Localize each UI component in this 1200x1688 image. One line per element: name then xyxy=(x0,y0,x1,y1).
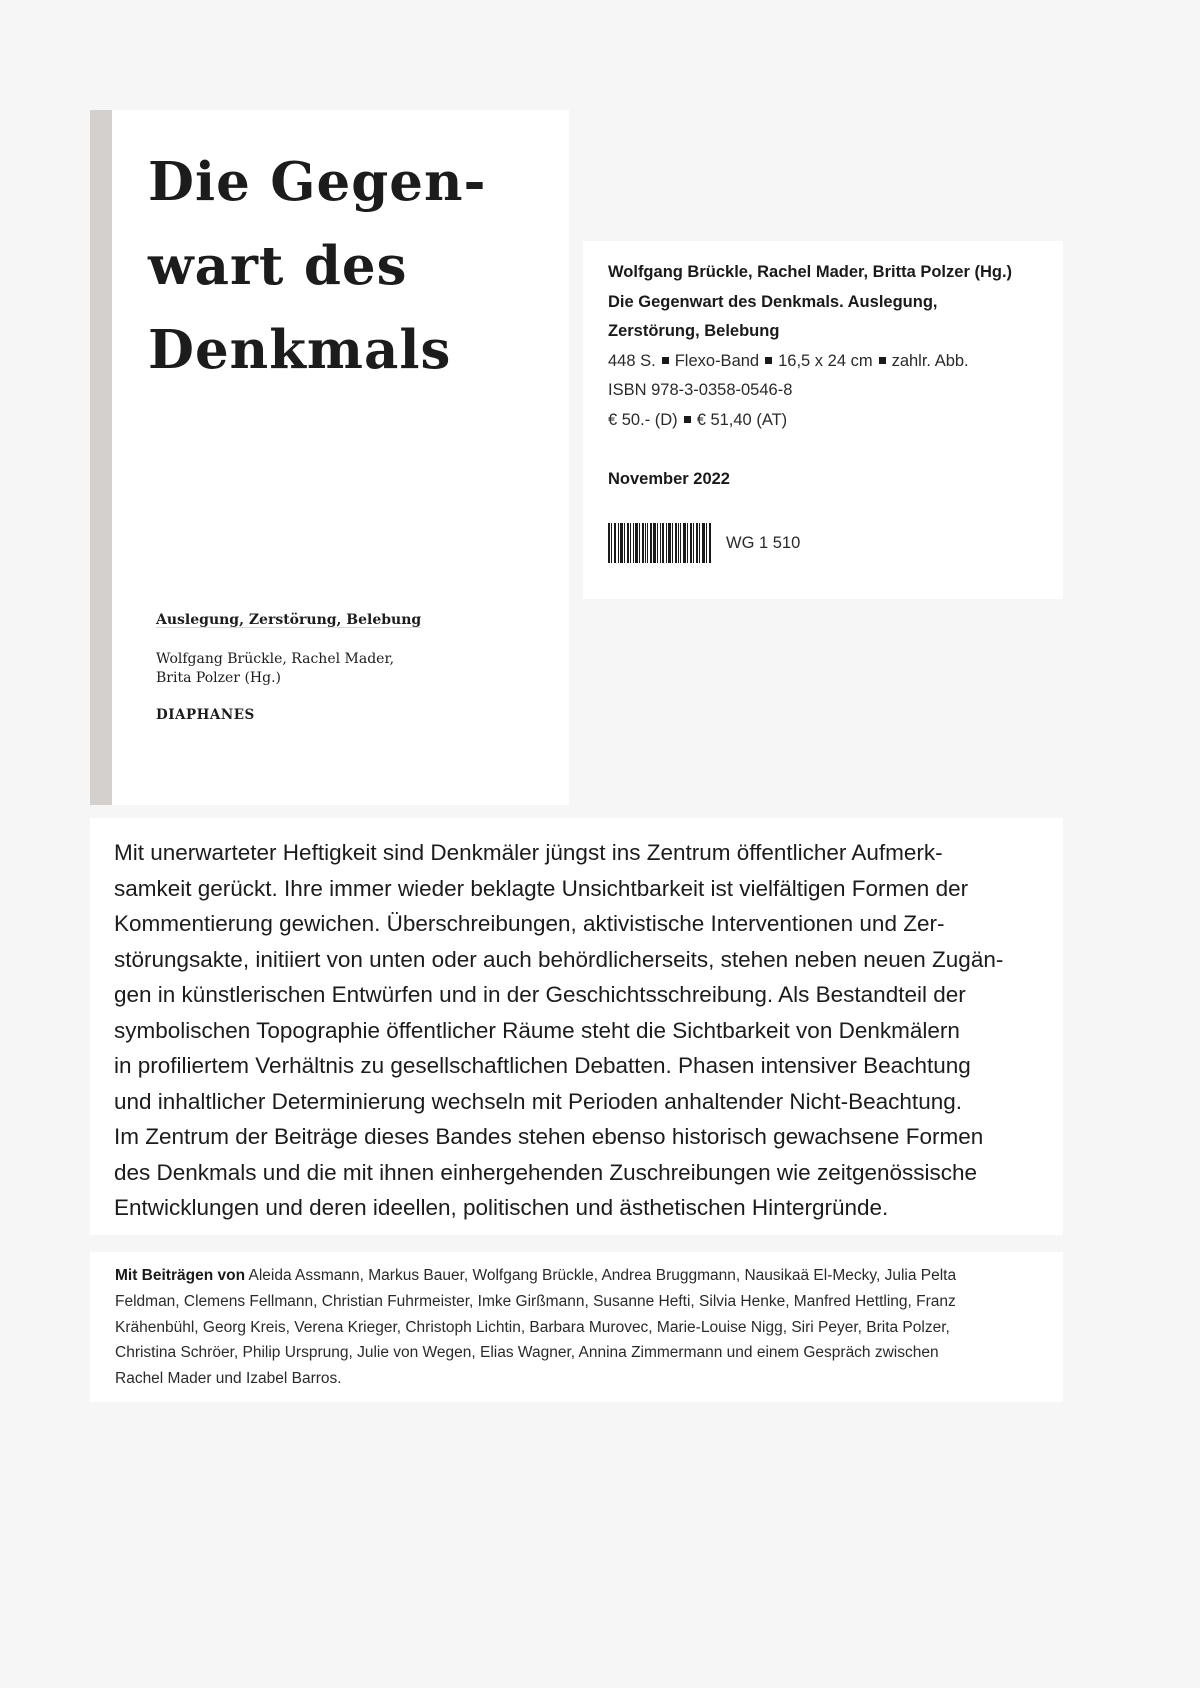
cover-authors-line-1: Wolfgang Brückle, Rachel Mader, xyxy=(156,651,395,667)
info-title-line-1: Die Gegenwart des Denkmals. Auslegung, xyxy=(608,292,938,311)
info-title-line-2: Zerstörung, Belebung xyxy=(608,322,780,340)
separator-square-icon xyxy=(879,357,886,364)
cover-spine xyxy=(90,110,112,805)
contributors-text xyxy=(115,1263,1045,1392)
cover-title-line-3: Denkmals xyxy=(148,319,452,381)
barcode-row xyxy=(608,523,800,563)
info-pages: 448 S. xyxy=(608,351,656,370)
info-wg-code: WG 1 510 xyxy=(726,533,801,552)
book-cover xyxy=(90,110,569,805)
description-text: Mit unerwarteter Heftigkeit sind Denkmäler jüngst ins Zentrum öffentlicher Aufmerk- samkeit gerückt. Ihre immer wieder beklagte Unsichtbarkeit ist vielfältigen Formen der Kommentierung gewichen. Überschreibungen, aktivistische Interventionen und Zer- störungsakte, initiiert von unten oder auch behördlicherseits, stehen neben neuen Zugän- gen in künstlerischen Entwürfen und in der Geschichtsschreibung. Als Bestandteil der symbolischen Topographie öffentlicher Räume steht die Sichtbarkeit von Denkmälern in profiliertem Verhältnis zu gesellschaftlichen Debatten. Phasen intensiver Beachtung und inhaltlicher Determinierung wechseln mit Perioden anhaltender Nicht-Beachtung. Im Zentrum der Beiträge dieses Bandes stehen ebenso historisch gewachsene Formen des Denkmals und die mit ihnen einhergehenden Zuschreibungen wie zeitgenössische Entwicklungen und deren ideellen, politischen und ästhetischen Hintergründe. xyxy=(114,840,1004,1220)
info-isbn: ISBN 978-3-0358-0546-8 xyxy=(608,381,793,399)
contributors-list: Aleida Assmann, Markus Bauer, Wolfgang Brückle, Andrea Bruggmann, Nausikaä El-Mecky, Julia Pelta Feldman, Clemens Fellmann, Christian Fuhrmeister, Imke Girßmann, Susanne Hefti, Silvia Henke, Manfred Hettling, Franz Krähenbühl, Georg Kreis, Verena Krieger, Christoph Lichtin, Barbara Murovec, Marie-Louise Nigg, Siri Peyer, Brita Polzer, Christina Schröer, Philip Ursprung, Julie von Wegen, Elias Wagner, Annina Zimmermann und einem Gespräch zwischen Rachel Mader und Izabel Barros. xyxy=(115,1267,957,1388)
info-authors: Wolfgang Brückle, Rachel Mader, Britta Polzer (Hg.) xyxy=(608,263,1013,281)
separator-square-icon xyxy=(662,357,669,364)
cover-subtitle: Auslegung, Zerstörung, Belebung xyxy=(156,612,422,628)
bibliographic-info xyxy=(583,241,1063,599)
info-format: 16,5 x 24 cm xyxy=(778,351,873,370)
separator-square-icon xyxy=(684,416,691,423)
description-box xyxy=(90,818,1063,1235)
info-specs xyxy=(608,347,1058,377)
contributors-lead: Mit Beiträgen von xyxy=(115,1267,246,1284)
info-prices xyxy=(608,406,1058,436)
contributors-box xyxy=(90,1252,1063,1402)
separator-square-icon xyxy=(765,357,772,364)
info-date: November 2022 xyxy=(608,470,730,488)
info-price-at: € 51,40 (AT) xyxy=(696,410,788,429)
cover-authors-line-2: Brita Polzer (Hg.) xyxy=(156,670,281,686)
cover-title-line-1: Die Gegen- xyxy=(148,151,487,213)
cover-authors xyxy=(156,650,476,688)
cover-title xyxy=(148,140,489,392)
info-price-de: € 50.- (D) xyxy=(608,410,678,429)
barcode-icon xyxy=(608,523,712,563)
info-illustrations: zahlr. Abb. xyxy=(891,351,969,370)
info-binding: Flexo-Band xyxy=(674,351,760,370)
cover-publisher: DIAPHANES xyxy=(156,707,255,723)
cover-title-line-2: wart des xyxy=(148,235,408,297)
